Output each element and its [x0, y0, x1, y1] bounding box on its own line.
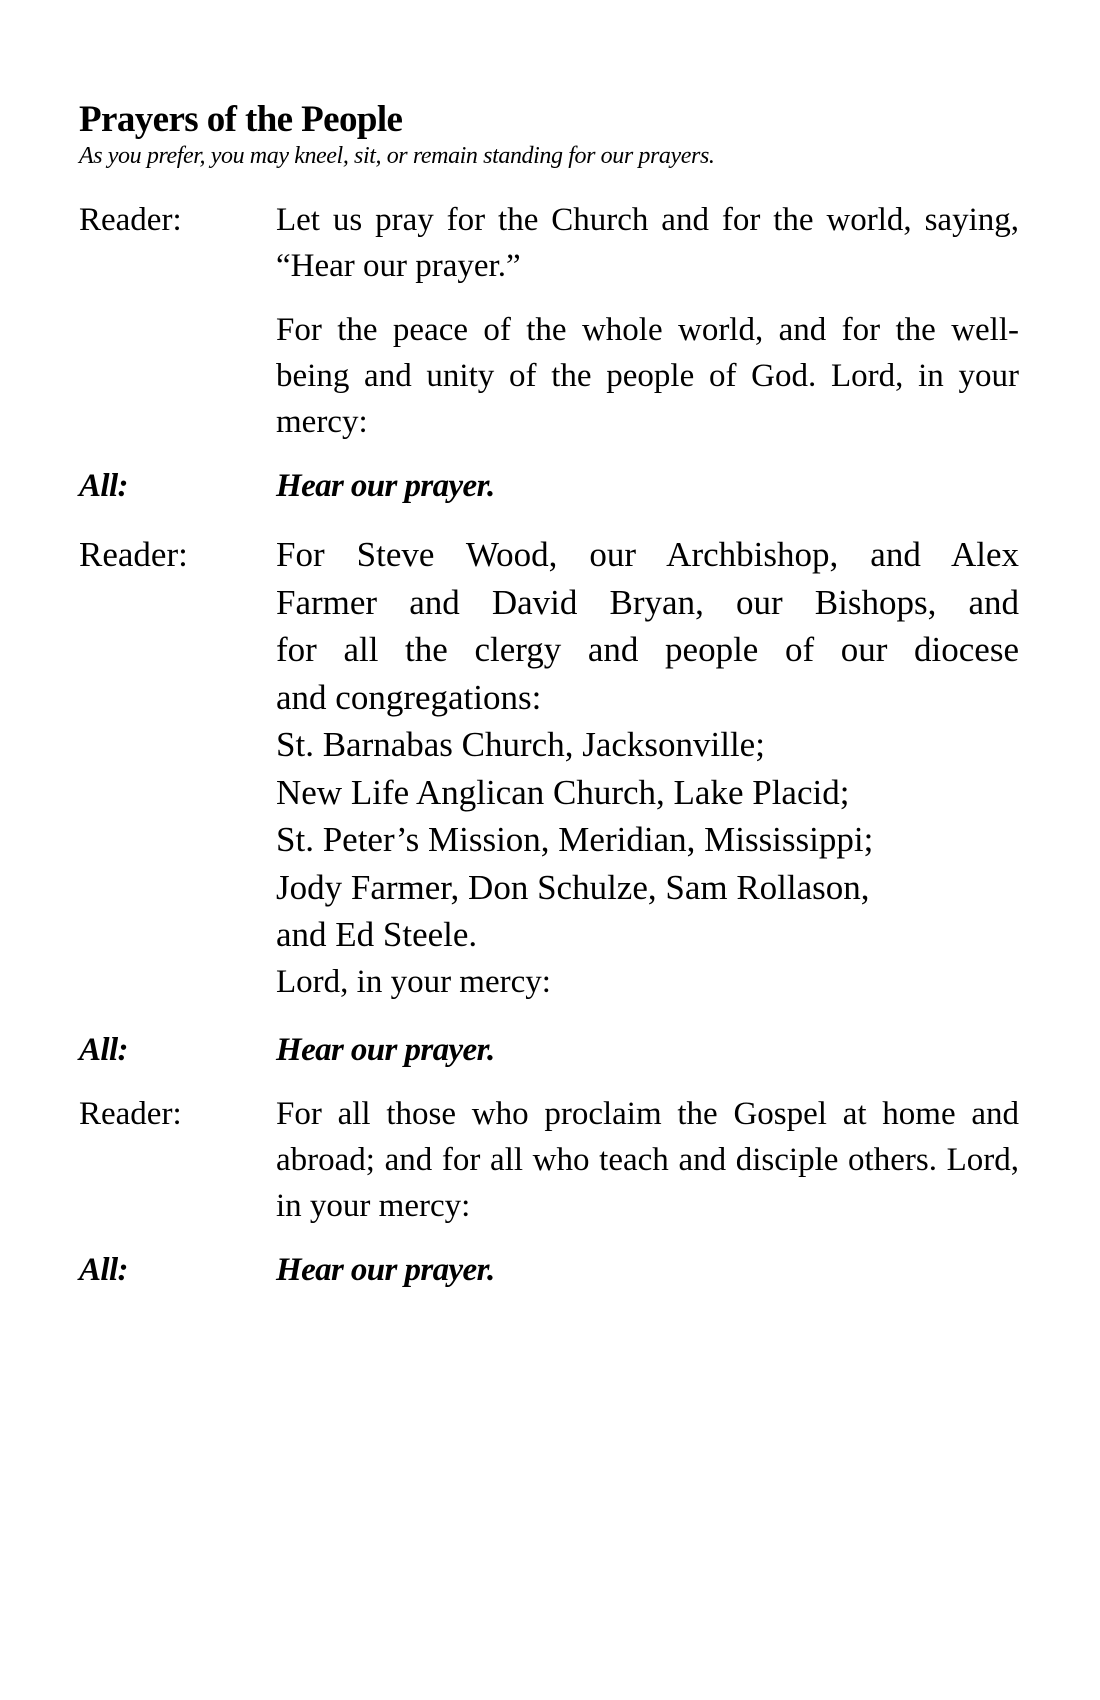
reader-block-1 [79, 197, 1019, 445]
reader-text [276, 197, 1019, 445]
speaker-label: All: [79, 1031, 128, 1068]
invitation-paragraph: Let us pray for the Church and for the world, saying, “Hear our prayer.” [276, 202, 1019, 284]
speaker-label: All: [79, 468, 128, 504]
bishops-line-4: and congregations: [276, 677, 542, 717]
reader-block-3 [79, 1091, 1019, 1229]
posture-instruction: As you prefer, you may kneel, sit, or remain standing for our prayers. [79, 143, 715, 169]
reader-text: For all those who proclaim the Gospel at home and abroad; and for all who teach and disciple others. Lord, in your mercy: [276, 1095, 1019, 1224]
response-text: Hear our prayer. [276, 1031, 495, 1068]
speaker-label: Reader: [79, 535, 188, 574]
congregation-line-2: New Life Anglican Church, Lake Placid; [276, 772, 850, 812]
congregation-line-1: St. Barnabas Church, Jacksonville; [276, 725, 765, 764]
response-block-2 [79, 1027, 1019, 1073]
closing-line: Lord, in your mercy: [276, 963, 551, 1000]
reader-text [276, 531, 1019, 1005]
response-text: Hear our prayer. [276, 468, 495, 504]
speaker-label: Reader: [79, 1095, 182, 1132]
names-line-1: Jody Farmer, Don Schulze, Sam Rollason, [276, 867, 870, 907]
bishops-line-3: for all the clergy and people of our diocese [276, 630, 1019, 669]
reader-block-2 [79, 531, 1019, 1005]
names-line-2: and Ed Steele. [276, 915, 478, 954]
prayers-page [79, 98, 1019, 1293]
response-block-1 [79, 463, 1019, 509]
response-text: Hear our prayer. [276, 1251, 495, 1288]
speaker-label: All: [79, 1251, 128, 1288]
congregation-line-3: St. Peter’s Mission, Meridian, Mississippi; [276, 820, 874, 859]
speaker-label: Reader: [79, 202, 182, 238]
peace-paragraph: For the peace of the whole world, and for the well-being and unity of the people of God. Lord, in your mercy: [276, 312, 1019, 440]
page-title: Prayers of the People [79, 99, 403, 140]
bishops-line-2: Farmer and David Bryan, our Bishops, and [276, 582, 1019, 622]
response-block-3 [79, 1247, 1019, 1293]
bishops-line-1: For Steve Wood, our Archbishop, and Alex [276, 535, 1019, 574]
